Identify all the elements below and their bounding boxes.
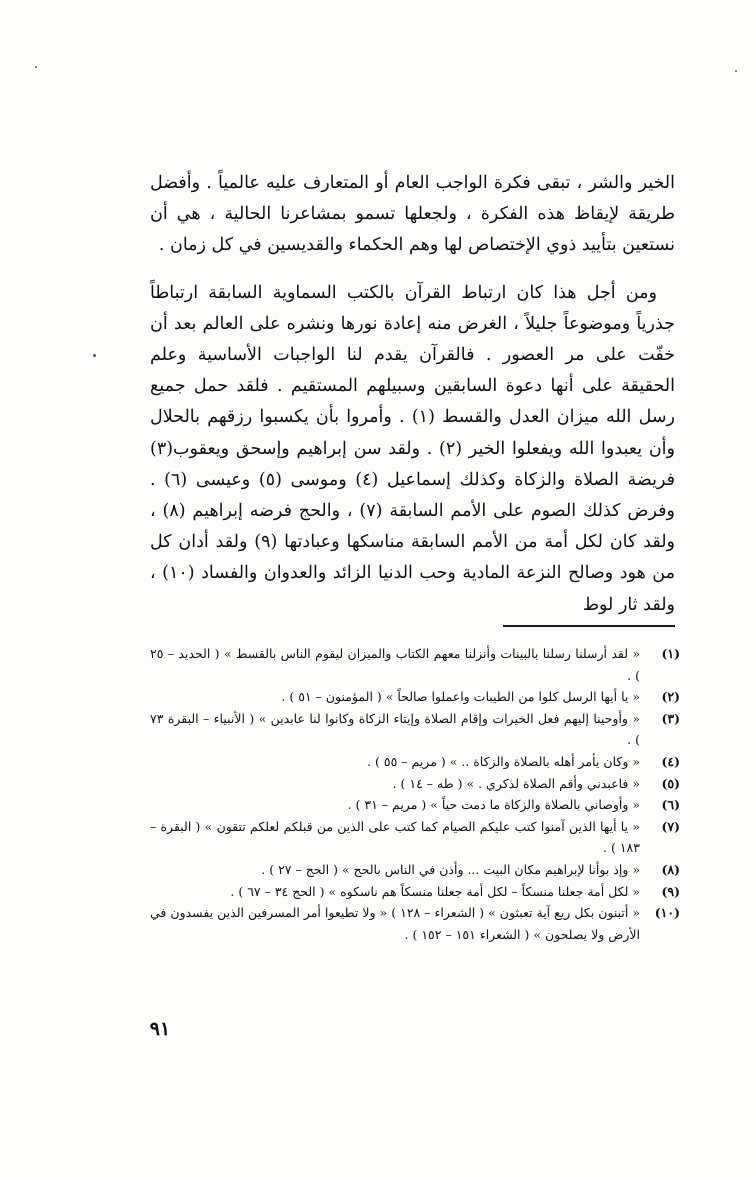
- footnote-text: « يا أيها الذين آمنوا كتب عليكم الصيام كما كتب على الذين من قبلكم لعلكم تتقون » ( البقرة – ١٨٣ ) .: [150, 818, 640, 856]
- footnotes: [150, 643, 680, 945]
- footnote: [150, 643, 680, 686]
- footnote: [150, 686, 680, 708]
- footnote-text: « وكان يأمر أهله بالصلاة والزكاة .. » ( مريم – ٥٥ ) .: [367, 753, 640, 769]
- footnote-text: « أتبنون بكل ريع آية تعبثون » ( الشعراء – ١٢٨ ) « ولا تطيعوا أمر المسرفين الذين يفسدون في الأرض ولا يصلحون » ( الشعراء ١٥١ – ١٥٢ ) .: [150, 905, 640, 942]
- footnote: [150, 773, 680, 795]
- scan-speck: [735, 70, 737, 72]
- scan-speck: [93, 354, 96, 357]
- page-number: ٩١: [149, 1018, 171, 1040]
- footnote-text: « وأوحينا إليهم فعل الخيرات وإقام الصلاة وإيتاء الزكاة وكانوا لنا عابدين » ( الأنبياء – البقرة ٧٣ ) .: [150, 710, 640, 748]
- footnote-number: (٧): [661, 818, 680, 834]
- paragraph: الخير والشر ، تبقى فكرة الواجب العام أو المتعارف عليه عالمياً . وأفضل طريقة لإيقاظ هذه الفكرة ، ولجعلها تسمو بمشاعرنا الحالية ، هي أن نستعين بتأييد ذوي الإختصاص لها وهم الحكماء والقديسين في كل زمان .: [150, 173, 675, 256]
- footnote-separator: [503, 625, 675, 627]
- paragraph: ومن أجل هذا كان ارتباط القرآن بالكتب السماوية السابقة ارتباطاً جذرياً وموضوعاً جليلاً ، الغرض منه إعادة نورها ونشره على العالم بعد أن خفّت على مر العصور . فالقرآن يقدم لنا الواجبات الأساسية وعلم الحقيقة على أنها دعوة السابقين وسبيلهم المستقيم . فلقد حمل جميع رسل الله ميزان العدل والقسط (١) . وأمروا بأن يكسبوا رزقهم بالحلال وأن يعبدوا الله ويفعلوا الخير (٢) . ولقد سن إبراهيم وإسحق ويعقوب(٣) فريضة الصلاة والزكاة وكذلك إسماعيل (٤) وموسى (٥) وعيسى (٦) . وفرض كذلك الصوم على الأمم السابقة (٧) ، والحج فرضه إبراهيم (٨) ، ولقد كان لكل أمة من الأمم السابقة مناسكها وعبادتها (٩) ولقد أدان كل من هود وصالح النزعة المادية وحب الدنيا الزائد والعدوان والفساد (١٠) ، ولقد ثار لوط: [150, 282, 675, 615]
- footnote-text: « فاعبدني وأقم الصلاة لذكري . » ( طه – ١٤ ) .: [392, 775, 640, 791]
- footnote: [150, 794, 680, 816]
- footnote-number: (٦): [661, 797, 680, 813]
- scan-speck: [35, 66, 37, 68]
- footnote-number: (٤): [661, 753, 680, 769]
- footnote: [150, 751, 680, 773]
- footnote-text: « وأوصاني بالصلاة والزكاة ما دمت حياً » ( مريم – ٣١ ) .: [347, 797, 640, 813]
- footnote-text: « وإذ بوأنا لإبراهيم مكان البيت ... وأذن في الناس بالحج » ( الحج – ٢٧ ) .: [261, 861, 640, 877]
- footnote-number: (٨): [661, 861, 680, 877]
- footnote-number: (٢): [661, 689, 680, 705]
- footnote-number: (١٠): [654, 905, 680, 921]
- footnote-number: (٣): [661, 710, 680, 726]
- footnote-number: (٩): [661, 883, 680, 899]
- footnote-text: « لكل أمة جعلنا منسكاً – لكل أمة جعلنا منسكاً هم ناسكوه » ( الحج ٣٤ – ٦٧ ) .: [230, 883, 640, 899]
- footnote-number: (٥): [661, 775, 680, 791]
- footnote-text: « لقد أرسلنا رسلنا بالبينات وأنزلنا معهم الكتاب والميزان ليقوم الناس بالقسط » ( الحديد – ٢٥ ) .: [150, 646, 640, 683]
- main-text: [150, 168, 675, 621]
- footnote: [150, 859, 680, 881]
- footnote: [150, 816, 680, 859]
- footnote: [150, 902, 680, 945]
- footnote-number: (١): [661, 646, 680, 661]
- footnote: [150, 881, 680, 903]
- footnote-text: « يا أيها الرسل كلوا من الطيبات واعملوا صالحاً » ( المؤمنون – ٥١ ) .: [281, 689, 640, 705]
- footnote: [150, 708, 680, 751]
